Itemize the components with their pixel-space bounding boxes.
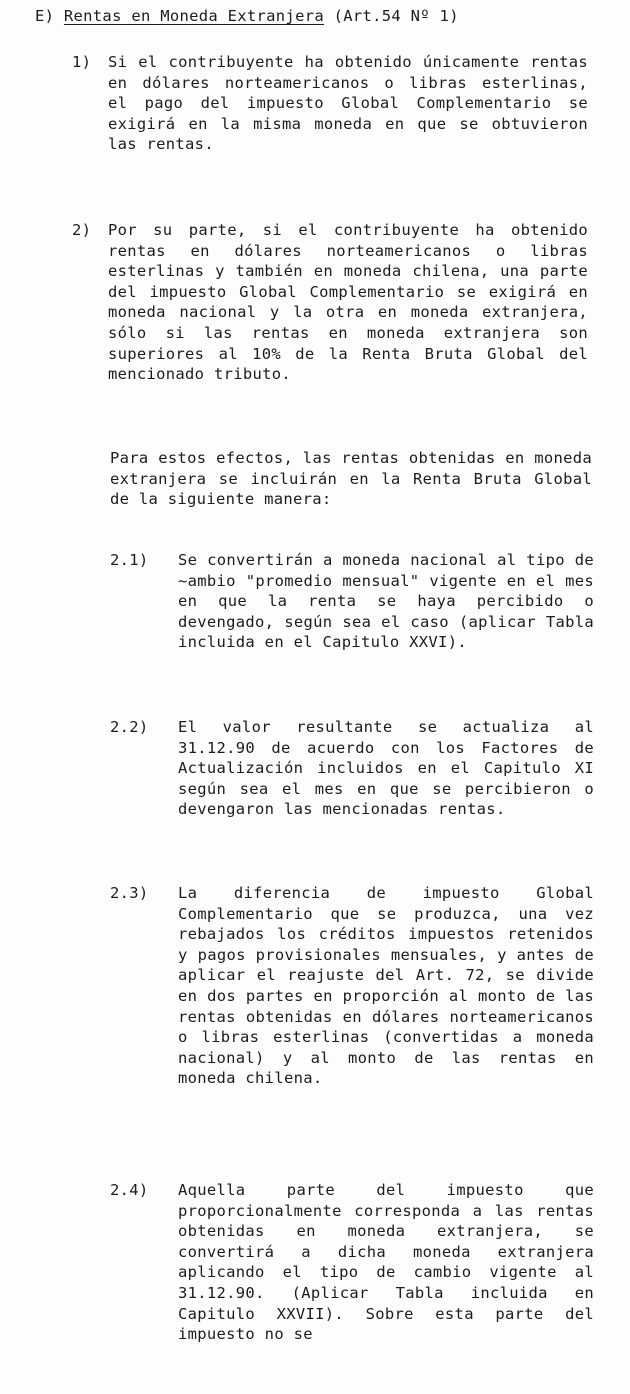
sub-item-text: La diferencia de impuesto Global Complementario que se produzca, una vez rebajados los créditos impuestos retenidos y pagos provisionales mensuales, y antes de aplicar el reajuste del Art. 72, se divide en dos partes en proporción al monto de las rentas obtenidas en dólares norteamericanos o libras esterlinas (convertidas a moneda nacional) y al monto de las rentas en moneda chilena. <box>178 884 594 1088</box>
section-reference: (Art.54 Nº 1) <box>333 7 459 25</box>
section-letter: E) <box>35 7 55 25</box>
item-text: Si el contribuyente ha obtenido únicamente rentas en dólares norteamericanos o libras esterlinas, el pago del impuesto Global Complementario se exigirá en la misma moneda en que se obtuvieron las rentas. <box>108 53 588 154</box>
sub-item-number: 2.3) <box>110 884 149 902</box>
sub-item-text: Aquella parte del impuesto que proporcionalmente corresponda a las rentas obtenidas en moneda extranjera, se convertirá a dicha moneda extranjera aplicando el tipo de cambio vigente al 31.12.90. (Aplicar Tabla incluida en Capitulo XXVII). Sobre esta parte del impuesto no se <box>178 1181 594 1344</box>
paragraph-text: Para estos efectos, las rentas obtenidas en moneda extranjera se incluirán en la Renta Bruta Global de la siguiente manera: <box>110 449 592 509</box>
sub-item-number: 2.2) <box>110 718 149 736</box>
sub-item-number: 2.4) <box>110 1181 149 1199</box>
sub-item-number: 2.1) <box>110 551 149 569</box>
section-title: Rentas en Moneda Extranjera <box>63 7 324 25</box>
sub-item-text: Se convertirán a moneda nacional al tipo de ~ambio "promedio mensual" vigente en el mes en que la renta se haya percibido o devengado, según sea el caso (aplicar Tabla incluida en el Capitulo XXVI). <box>178 551 594 652</box>
item-number: 1) <box>72 53 92 71</box>
item-text: Por su parte, si el contribuyente ha obtenido rentas en dólares norteamericanos o libras esterlinas y también en moneda chilena, una parte del impuesto Global Complementario se exigirá en moneda nacional y la otra en moneda extranjera, sólo si las rentas en moneda extranjera son superiores al 10% de la Renta Bruta Global del mencionado tributo. <box>108 221 588 384</box>
section-heading <box>35 6 615 27</box>
item-number: 2) <box>72 221 92 239</box>
sub-item-text: El valor resultante se actualiza al 31.12.90 de acuerdo con los Factores de Actualización incluidos en el Capitulo XI según sea el mes en que se percibieron o devengaron las mencionadas rentas. <box>178 718 594 819</box>
